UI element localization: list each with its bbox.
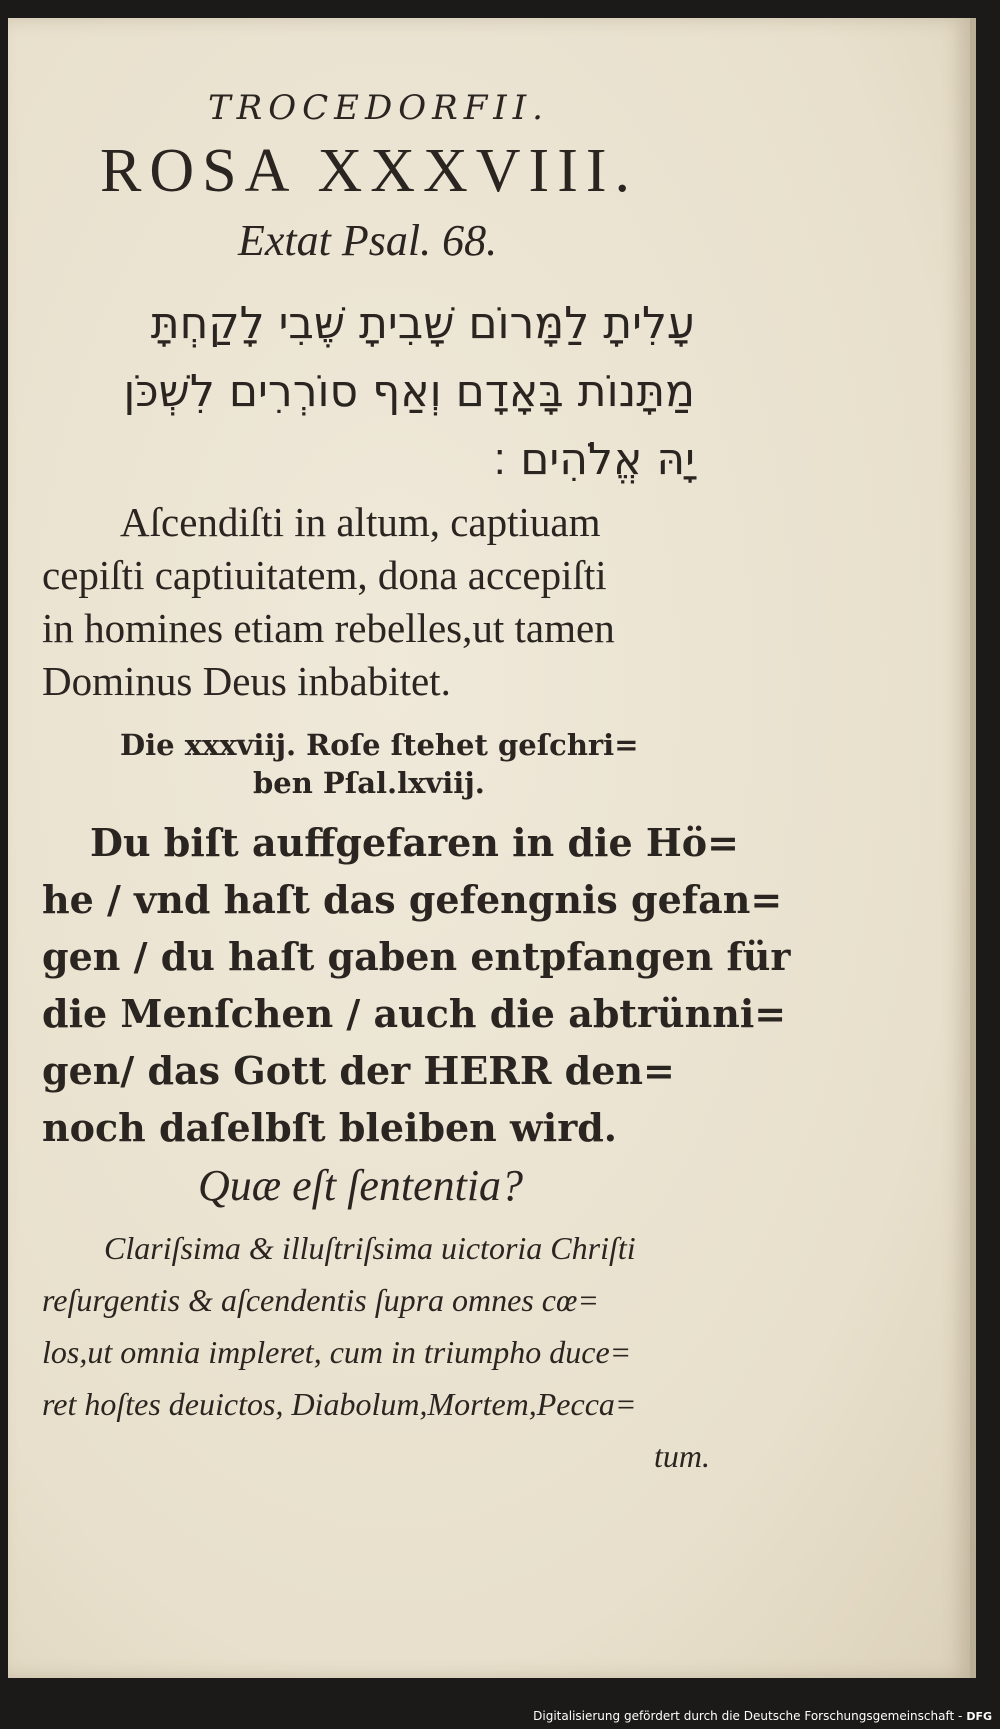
commentary-line: Clariſsima & illuſtriſsima uictoria Chriſti [104,1230,636,1266]
running-head: TROCEDORFII. [208,88,549,128]
credit-text: Digitalisierung gefördert durch die Deutsche Forschungsgemeinschaft - [533,1709,963,1723]
german-note-line: Die xxxviij. Roſe ſtehet geſchri= [120,728,639,762]
german-note-line: ben Pſal.lxviij. [253,766,485,800]
source-reference: Extat Psal. 68. [238,216,498,265]
german-line: he / vnd haſt das gefengnis gefan= [42,877,783,922]
latin-line: cepiſti captiuitatem, dona accepiſti [42,552,607,598]
page-text [8,18,970,1678]
latin-line: Aſcendiſti in altum, captiuam [120,499,601,545]
german-line: Du biſt auffgefaren in die Hö= [90,820,739,865]
german-line: die Menſchen / auch die abtrünni= [42,991,787,1036]
german-line: gen/ das Gott der HERR den= [42,1048,675,1093]
latin-line: in homines etiam rebelles,ut tamen [42,605,615,651]
commentary-line: los,ut omnia impleret, cum in triumpho duce= [42,1334,632,1370]
hebrew-line: עָלִיתָ לַמָּרוֹם שָׁבִיתָ שֶּׁבִי לָקַחְתָּ [150,298,695,349]
digitization-credit [533,1709,992,1723]
german-line: noch daſelbſt bleiben wird. [42,1105,618,1150]
commentary-line: ret hoſtes deuictos, Diabolum,Mortem,Pecca= [42,1386,637,1422]
hebrew-line: מַתָּנוֹת בָּאָדָם וְאַף סוֹרְרִים לִשְׁכֹּן [123,366,695,417]
latin-line: Dominus Deus inbabitet. [42,658,451,704]
german-line: gen / du haſt gaben entpfangen für [42,934,791,979]
question-heading: Quæ eſt ſententia? [198,1161,524,1210]
book-page [8,18,976,1678]
dfg-logo-icon: DFG [966,1709,992,1723]
hebrew-line: יָהּ אֱלֹהִים ׃ [493,434,695,485]
commentary-line: tum. [654,1438,710,1474]
page-title: ROSA XXXVIII. [100,137,638,205]
commentary-line: reſurgentis & aſcendentis ſupra omnes cœ= [42,1282,599,1318]
